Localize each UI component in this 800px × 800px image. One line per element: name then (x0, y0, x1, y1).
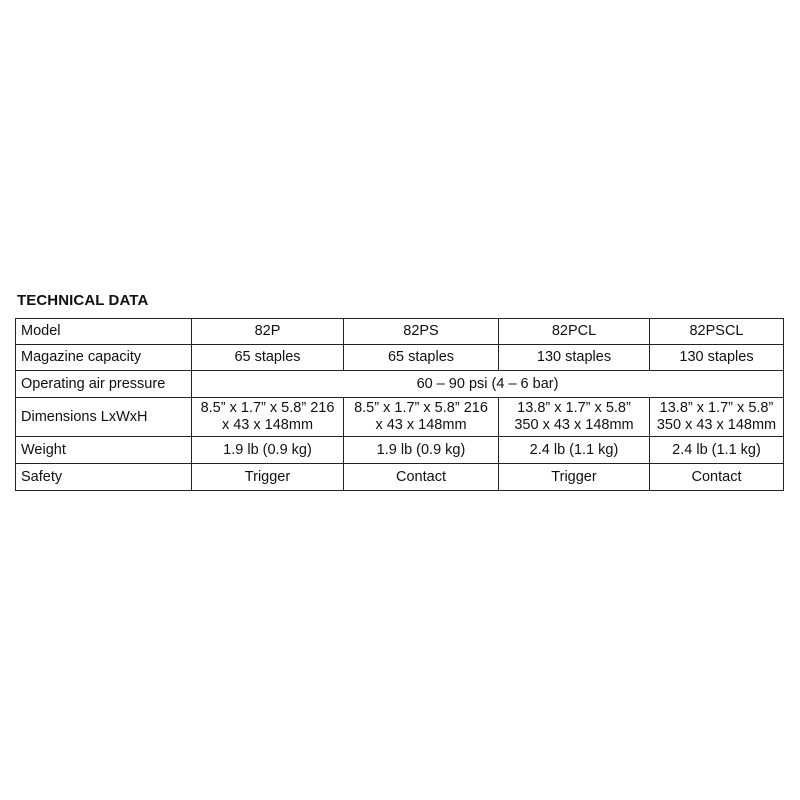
table-row-operating-air-pressure (16, 371, 784, 398)
table-cell: 82P (192, 319, 344, 345)
table-cell: 130 staples (650, 345, 784, 371)
cell-line: 8.5” x 1.7” x 5.8” 216 (354, 400, 488, 416)
row-label: Safety (16, 464, 192, 491)
table-cell: Contact (650, 464, 784, 491)
table-cell (650, 398, 784, 437)
cell-line: 13.8” x 1.7” x 5.8” (659, 400, 774, 416)
cell-line: x 43 x 148mm (221, 417, 314, 433)
table-cell: 65 staples (344, 345, 499, 371)
table-cell: 82PSCL (650, 319, 784, 345)
section-title: TECHNICAL DATA (17, 292, 149, 309)
table-cell: 82PS (344, 319, 499, 345)
table-row-magazine-capacity (16, 345, 784, 371)
table-cell: 1.9 lb (0.9 kg) (192, 437, 344, 464)
table-cell: 2.4 lb (1.1 kg) (499, 437, 650, 464)
technical-data-table (15, 318, 784, 491)
table-cell (344, 398, 499, 437)
table-cell: 65 staples (192, 345, 344, 371)
row-label: Dimensions LxWxH (16, 398, 192, 437)
table-row-dimensions (16, 398, 784, 437)
table-row-model (16, 319, 784, 345)
table-row-weight (16, 437, 784, 464)
table-cell (499, 398, 650, 437)
table-cell: Trigger (499, 464, 650, 491)
cell-line: 13.8” x 1.7” x 5.8” (517, 400, 631, 416)
table-cell: Contact (344, 464, 499, 491)
table-cell-merged: 60 – 90 psi (4 – 6 bar) (192, 371, 784, 398)
table-cell: 130 staples (499, 345, 650, 371)
cell-line: x 43 x 148mm (375, 417, 467, 433)
row-label: Magazine capacity (16, 345, 192, 371)
table-cell: 2.4 lb (1.1 kg) (650, 437, 784, 464)
table-cell: 1.9 lb (0.9 kg) (344, 437, 499, 464)
row-label: Model (16, 319, 192, 345)
cell-line: 350 x 43 x 148mm (656, 417, 777, 433)
row-label: Weight (16, 437, 192, 464)
table-row-safety (16, 464, 784, 491)
row-label: Operating air pressure (16, 371, 192, 398)
cell-line: 350 x 43 x 148mm (514, 417, 634, 433)
cell-line: 8.5” x 1.7” x 5.8” 216 (200, 400, 335, 416)
table-cell: Trigger (192, 464, 344, 491)
table-cell (192, 398, 344, 437)
table-cell: 82PCL (499, 319, 650, 345)
